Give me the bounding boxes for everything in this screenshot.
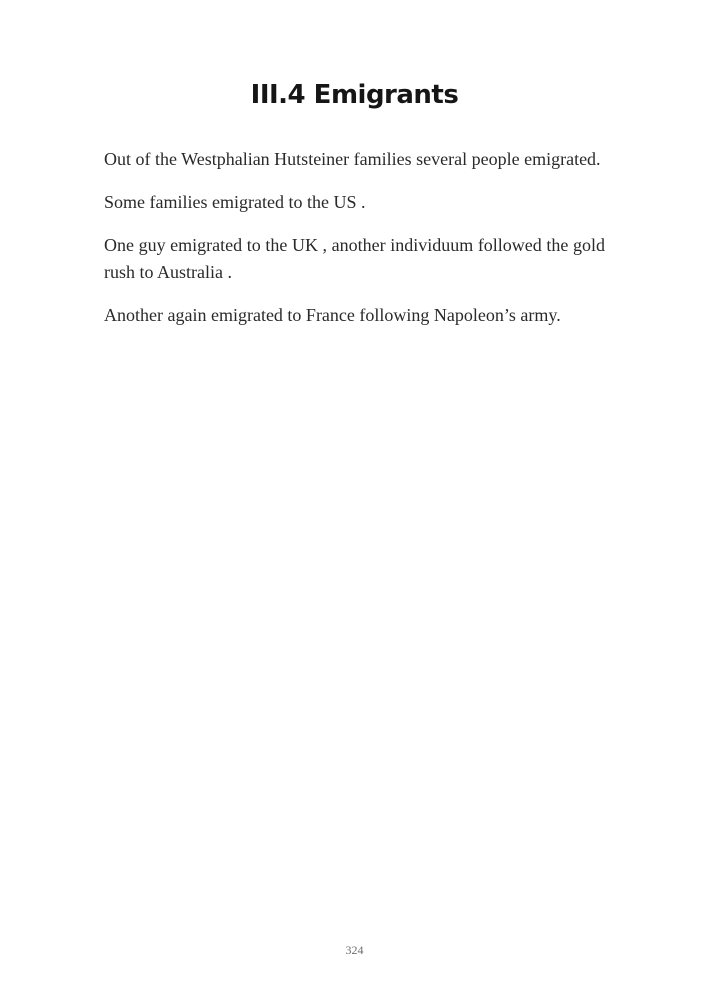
paragraph-4: Another again emigrated to France following Napoleon’s army. [104, 304, 561, 325]
body-text [104, 146, 605, 345]
page-number: 324 [345, 943, 364, 957]
paragraph-1: Out of the Westphalian Hutsteiner families several people emigrated. [104, 149, 601, 169]
paragraph-3: One guy emigrated to the UK , another individuum followed the gold rush to Australia . [104, 235, 605, 282]
section-title: III.4 Emigrants [250, 80, 459, 110]
paragraph-2: Some families emigrated to the US . [104, 192, 366, 212]
